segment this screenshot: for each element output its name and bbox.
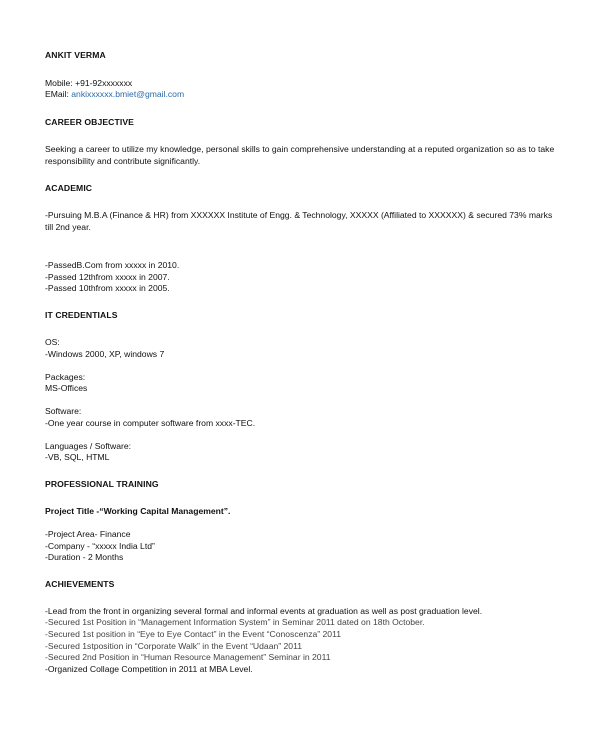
languages-value: -VB, SQL, HTML: [45, 452, 110, 462]
achievement-item: -Organized Collage Competition in 2011 at MBA Level.: [45, 664, 253, 674]
career-objective-heading: CAREER OBJECTIVE: [45, 117, 134, 127]
packages-label: Packages:: [45, 372, 86, 382]
academic-item: -Passed 12thfrom xxxxx in 2007.: [45, 272, 170, 282]
achievement-item: -Secured 2nd Position in “Human Resource Management” Seminar in 2011: [45, 652, 331, 662]
achievement-item: -Lead from the front in organizing several formal and informal events at graduation as well as post graduation level.: [45, 606, 483, 616]
project-title-line: [45, 506, 230, 518]
mobile-label: Mobile:: [45, 78, 76, 88]
project-duration: -Duration - 2 Months: [45, 552, 124, 562]
professional-training-heading: PROFESSIONAL TRAINING: [45, 479, 159, 489]
achievement-item: -Secured 1st Position in “Management Information System” in Seminar 2011 dated on 18th October.: [45, 617, 425, 627]
career-objective-text: Seeking a career to utilize my knowledge, personal skills to gain comprehensive understanding at a reputed organization so as to take responsibility and contribute significantly.: [45, 144, 555, 166]
email-label: EMail:: [45, 89, 72, 99]
mobile-line: [45, 78, 132, 90]
academic-heading: ACADEMIC: [45, 183, 93, 193]
achievement-item: -Secured 1stposition in “Corporate Walk” in the Event “Udaan” 2011: [45, 641, 302, 651]
academic-mba: -Pursuing M.B.A (Finance & HR) from XXXXXX Institute of Engg. & Technology, XXXXX (Affiliated to XXXXXX) & secured 73% marks till 2nd year.: [45, 210, 553, 232]
mobile-number: +91-92xxxxxxx: [75, 78, 133, 88]
software-value: -One year course in computer software from xxxx-TEC.: [45, 418, 256, 428]
achievement-item: -Secured 1st position in “Eye to Eye Contact” in the Event “Conoscenza” 2011: [45, 629, 342, 639]
packages-value: MS-Offices: [45, 383, 88, 393]
academic-item: -Passed 10thfrom xxxxx in 2005.: [45, 283, 170, 293]
it-credentials-heading: IT CREDENTIALS: [45, 310, 118, 320]
academic-item: -PassedB.Com from xxxxx in 2010.: [45, 260, 180, 270]
email-line: [45, 89, 184, 101]
achievements-heading: ACHIEVEMENTS: [45, 579, 115, 589]
project-area: -Project Area- Finance: [45, 529, 131, 539]
languages-label: Languages / Software:: [45, 441, 131, 451]
candidate-name: ANKIT VERMA: [45, 50, 106, 60]
os-label: OS:: [45, 337, 60, 347]
software-label: Software:: [45, 406, 82, 416]
os-value: -Windows 2000, XP, windows 7: [45, 349, 165, 359]
project-title: “Working Capital Management”.: [99, 506, 231, 516]
project-title-label: Project Title -: [45, 506, 100, 516]
project-company: -Company - “xxxxx India Ltd”: [45, 541, 155, 551]
email-link[interactable]: ankixxxxxx.bmiet@gmail.com: [71, 89, 185, 99]
